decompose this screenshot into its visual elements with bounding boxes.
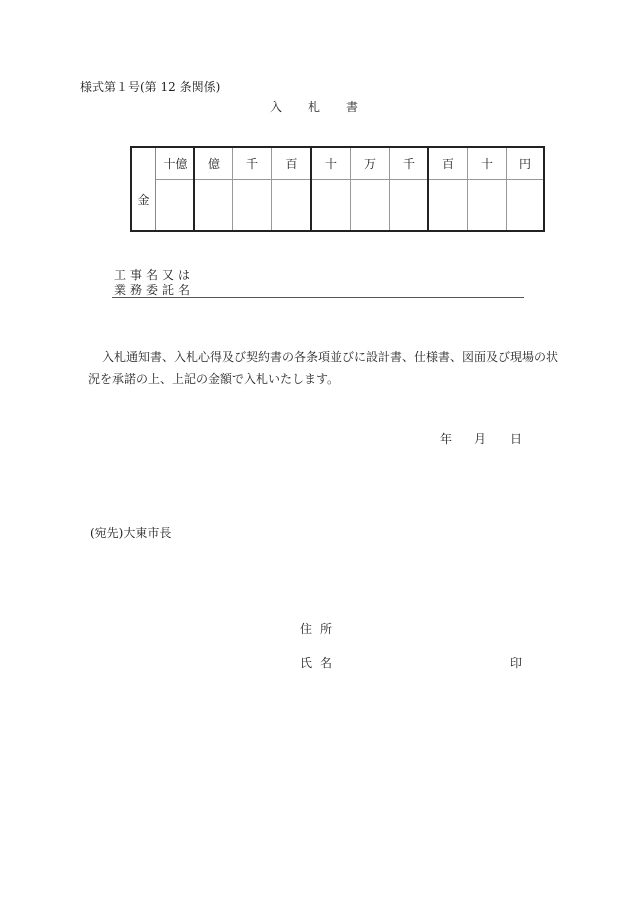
- digit-column-yen[interactable]: [506, 148, 543, 230]
- form-number: 様式第１号(第 12 条関係): [80, 80, 221, 94]
- project-name-label: [114, 268, 194, 298]
- year-label: 年: [440, 432, 453, 446]
- document-title: [270, 98, 358, 115]
- digit-column-ten[interactable]: [467, 148, 506, 230]
- project-label-line2: 業務委託名: [114, 283, 195, 297]
- digit-header: 千: [233, 148, 271, 180]
- digit-header: 百: [429, 148, 467, 180]
- digit-header: 億: [195, 148, 233, 180]
- title-char: 入: [270, 100, 283, 114]
- digit-column-thousand[interactable]: [389, 148, 428, 230]
- seal-label: 印: [510, 656, 523, 670]
- digit-header: 万: [351, 148, 389, 180]
- digit-header: 千: [390, 148, 428, 180]
- digit-column-ten-billion[interactable]: [156, 148, 195, 230]
- addressee: (宛先)大東市長: [90, 526, 172, 540]
- digit-header: 百: [272, 148, 311, 180]
- digit-column-ten-thousand[interactable]: [350, 148, 389, 230]
- project-name-field-underline[interactable]: [112, 297, 524, 298]
- address-label: 住所: [300, 622, 341, 636]
- name-label: 氏名: [300, 656, 341, 670]
- digit-column-ten-million[interactable]: [232, 148, 271, 230]
- amount-row-label: 金: [132, 148, 156, 230]
- project-label-line1: 工事名又は: [114, 268, 195, 282]
- digit-column-hundred-million[interactable]: [193, 148, 233, 230]
- digit-column-million[interactable]: [271, 148, 311, 230]
- digit-header: 十: [468, 148, 506, 180]
- digit-header: 十億: [156, 148, 195, 180]
- month-label: 月: [474, 432, 487, 446]
- digit-header: 円: [507, 148, 543, 180]
- day-label: 日: [510, 432, 523, 446]
- declaration-text: 入札通知書、入札心得及び契約書の各条項並びに設計書、仕様書、図面及び現場の状況を承諾の上、上記の金額で入札いたします。: [88, 350, 559, 386]
- digit-column-hundred[interactable]: [427, 148, 467, 230]
- digit-header: 十: [312, 148, 350, 180]
- amount-table: [130, 146, 545, 232]
- title-char: 書: [346, 100, 359, 114]
- title-char: 札: [308, 100, 321, 114]
- date-field: [440, 430, 522, 447]
- digit-column-hundred-thousand[interactable]: [310, 148, 350, 230]
